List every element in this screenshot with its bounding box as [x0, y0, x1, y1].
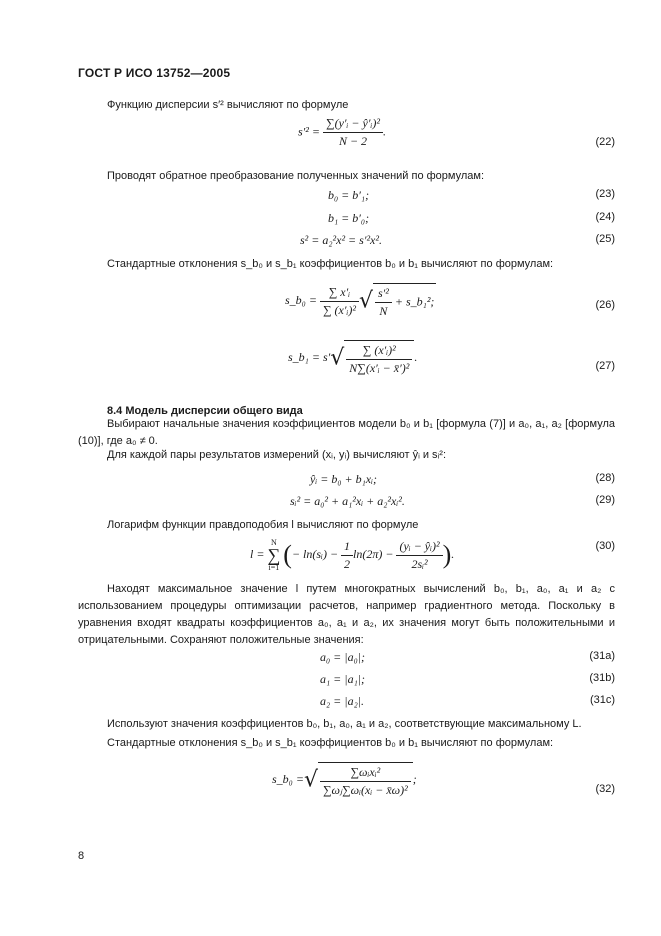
equation-26	[285, 283, 436, 319]
equation-number-31c: (31c)	[589, 694, 615, 706]
equation-23: b₀ = b′₁;	[328, 188, 370, 202]
equation-24: b₁ = b′₀;	[328, 211, 370, 225]
eq27-denominator: N∑(x′ᵢ − x̄′)²	[349, 361, 410, 375]
equation-31c: a₂ = |a₂|.	[320, 694, 365, 708]
paragraph-use-values: Используют значения коэффициентов b₀, b₁, a₀, a₁ и a₂, соответствующие максимальному L.	[107, 718, 582, 730]
eq26-sqrt-numerator: s′²	[375, 286, 392, 303]
equation-number-31b: (31b)	[589, 672, 615, 684]
equation-number-22: (22)	[595, 136, 615, 148]
sqrt-icon: √	[303, 767, 318, 793]
eq22-lhs: s′²	[298, 124, 309, 139]
eq30-half-num: 1	[341, 539, 353, 556]
sqrt-icon: √	[330, 345, 345, 371]
equation-number-31a: (31a)	[589, 650, 615, 662]
eq30-lhs: l =	[250, 546, 265, 561]
eq30-term-b: ln(2π) −	[353, 546, 394, 561]
sqrt-icon: √	[358, 288, 373, 314]
equation-number-26: (26)	[595, 299, 615, 311]
equation-number-27: (27)	[595, 360, 615, 372]
eq26-denominator: ∑ (x′ᵢ)²	[322, 302, 356, 317]
equation-28: ŷᵢ = b₀ + b₁xᵢ;	[310, 472, 377, 486]
equation-29: sᵢ² = a₀² + a₁²xᵢ + a₂²xᵢ².	[290, 494, 405, 508]
equation-number-32: (32)	[595, 783, 615, 795]
eq30-denominator: 2sᵢ²	[411, 556, 428, 571]
eq30-term-a: − ln(sᵢ) −	[291, 546, 339, 561]
equation-25: s² = a₂²x² = s′²x².	[300, 233, 382, 247]
paragraph-each-pair: Для каждой пары результатов измерений (xᵢ, yᵢ) вычисляют ŷᵢ и sᵢ²:	[107, 449, 447, 461]
paren-open-icon: (	[283, 540, 292, 569]
eq22-numerator: ∑(y′ᵢ − ŷ′ᵢ)²	[323, 116, 383, 133]
equation-number-25: (25)	[595, 233, 615, 245]
paragraph-variance-function: Функцию дисперсии s′² вычисляют по формуле	[107, 99, 349, 111]
eq26-numerator: ∑ x′ᵢ	[320, 285, 359, 302]
eq27-lhs: s_b₁ = s′	[288, 349, 331, 364]
paragraph-std-deviations-2: Стандартные отклонения s_b₀ и s_b₁ коэффициентов b₀ и b₁ вычисляют по формулам:	[107, 737, 554, 749]
equation-number-24: (24)	[595, 211, 615, 223]
paragraph-std-deviations: Стандартные отклонения s_b₀ и s_b₁ коэффициентов b₀ и b₁ вычисляют по формулам:	[107, 258, 554, 270]
eq30-sum-top: N	[270, 538, 277, 547]
equation-32	[272, 762, 417, 798]
eq30-tail: .	[451, 546, 455, 561]
eq26-tail: + s_b₁²;	[394, 294, 435, 309]
equation-31a: a₀ = |a₀|;	[320, 650, 366, 664]
eq27-numerator: ∑ (x′ᵢ)²	[346, 343, 412, 360]
eq32-numerator: ∑ωᵢxᵢ²	[320, 765, 411, 782]
equation-number-29: (29)	[595, 494, 615, 506]
equation-number-30: (30)	[595, 540, 615, 552]
eq22-denominator: N − 2	[338, 134, 368, 148]
equation-22: s′² = $\frac{\text{∑(y′ᵢ − ŷ′ᵢ)²}}{N - 2}$ .	[298, 116, 386, 148]
eq32-denominator: ∑ωⱼ∑ωᵢ(xᵢ − x̄ω)²	[322, 783, 408, 797]
eq32-tail: ;	[412, 771, 417, 786]
paragraph-initial-values: Выбирают начальные значения коэффициентов модели b₀ и b₁ [формула (7)] и a₀, a₁, a₂ [формула (10)], где a₀ ≠ 0.	[78, 418, 615, 447]
eq30-numerator: (yᵢ − ŷᵢ)²	[396, 539, 442, 556]
sum-icon: ∑	[267, 545, 281, 565]
equation-30	[250, 538, 454, 572]
paragraph-maximum: Находят максимальное значение l путем многократных вычислений b₀, b₁, a₀, a₁ и a₂ с использованием процедуры оптимизации расчетов, например градиентного метода. Поскольку в уравнения входят квадраты коэффициентов a₀, a₁ и a₂, их значения могут быть положительными и отрицательными. Сохраняют положительные значения:	[78, 583, 615, 646]
page-number: 8	[78, 850, 85, 862]
equation-number-28: (28)	[595, 472, 615, 484]
eq26-lhs: s_b₀ =	[285, 292, 317, 307]
equation-number-23: (23)	[595, 188, 615, 200]
eq27-tail: .	[414, 349, 418, 364]
section-title: 8.4 Модель дисперсии общего вида	[107, 405, 303, 417]
eq30-sum-bottom: i=1	[268, 563, 280, 572]
paragraph-log-likelihood: Логарифм функции правдоподобия l вычисляют по формуле	[107, 519, 419, 531]
eq30-half-den: 2	[344, 556, 351, 571]
eq32-lhs: s_b₀ =	[272, 771, 304, 786]
equation-27	[288, 340, 417, 376]
eq26-sqrt-denominator: N	[379, 304, 388, 318]
paragraph-inverse-transform: Проводят обратное преобразование полученных значений по формулам:	[107, 170, 485, 182]
paren-close-icon: )	[442, 540, 452, 569]
equation-31b: a₁ = |a₁|;	[320, 672, 366, 686]
document-header: ГОСТ Р ИСО 13752—2005	[78, 66, 231, 80]
